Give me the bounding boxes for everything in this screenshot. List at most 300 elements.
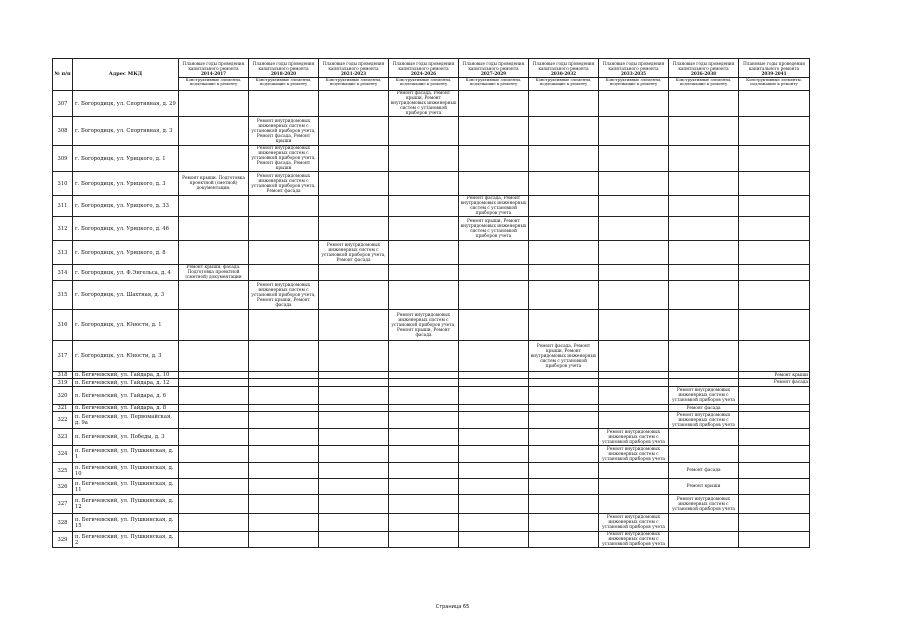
row-number: 312 xyxy=(53,217,73,241)
period-years: 2036-2038 xyxy=(690,71,717,77)
work-cell xyxy=(529,172,599,196)
row-address: г. Богородицк, ул. Урицкого, д. 3 xyxy=(73,172,179,196)
work-cell xyxy=(459,405,529,412)
row-number: 308 xyxy=(53,117,73,146)
work-cell xyxy=(669,446,739,463)
period-years: 2039-2041 xyxy=(761,71,787,77)
work-cell xyxy=(249,405,319,412)
row-address: г. Богородицк, ул. Урицкого, д. 1 xyxy=(73,146,179,172)
header-period-2027-2029 xyxy=(459,59,529,91)
row-address: п. Бегичевский, ул. Гайдара, д. 10 xyxy=(73,372,179,379)
row-number: 326 xyxy=(53,479,73,495)
header-period-2033-2035 xyxy=(599,59,669,91)
row-number: 314 xyxy=(53,265,73,281)
row-address: г. Богородицк, ул. Юности, д. 3 xyxy=(73,341,179,372)
header-period-2036-2038 xyxy=(669,59,739,91)
period-caption: Плановые годы проведения капитального ремонта xyxy=(743,61,805,72)
elements-caption: Конструктивные элементы, подлежащие к ремонту xyxy=(459,77,528,86)
work-cell xyxy=(529,495,599,514)
work-cell xyxy=(389,341,459,372)
work-cell: Ремонт внутридомовых инженерных систем с установкой приборов учета xyxy=(599,446,669,463)
work-cell xyxy=(669,217,739,241)
work-cell xyxy=(739,514,810,532)
work-cell xyxy=(459,281,529,310)
work-cell: Ремонт внутридомовых инженерных систем с установкой приборов учета, Ремонт фасада, Ремонт крыши xyxy=(249,117,319,146)
work-cell xyxy=(669,265,739,281)
table-row xyxy=(53,91,810,117)
work-cell xyxy=(319,172,389,196)
row-number: 311 xyxy=(53,196,73,217)
work-cell: Ремонт внутридомовых инженерных систем с установкой приборов учета, Ремонт крыши, Ремонт фасада xyxy=(249,281,319,310)
row-address: п. Бегичевский, ул. Пушкинская, д. 10 xyxy=(73,463,179,479)
work-cell xyxy=(599,117,669,146)
work-cell: Ремонт внутридомовых инженерных систем с установкой приборов учета xyxy=(599,532,669,548)
work-cell: Ремонт внутридомовых инженерных систем с установкой приборов учета xyxy=(669,412,739,429)
row-address: п. Бегичевский, ул. Победы, д. 3 xyxy=(73,429,179,446)
work-cell xyxy=(319,479,389,495)
work-cell xyxy=(669,341,739,372)
header-period-2018-2020 xyxy=(249,59,319,91)
work-cell xyxy=(249,387,319,405)
work-cell xyxy=(249,532,319,548)
work-cell xyxy=(179,372,249,379)
work-cell xyxy=(389,514,459,532)
work-cell xyxy=(389,265,459,281)
work-cell xyxy=(179,117,249,146)
elements-caption: Конструктивные элементы, подлежащие к ремонту xyxy=(599,77,668,86)
work-cell xyxy=(599,241,669,265)
row-address: г. Богородицк, ул. Спортивная, д. 29 xyxy=(73,91,179,117)
work-cell xyxy=(529,241,599,265)
work-cell xyxy=(739,281,810,310)
row-number: 325 xyxy=(53,463,73,479)
work-cell xyxy=(389,117,459,146)
table-row xyxy=(53,446,810,463)
work-cell xyxy=(249,310,319,341)
work-cell xyxy=(739,172,810,196)
row-number: 320 xyxy=(53,387,73,405)
work-cell xyxy=(459,241,529,265)
work-cell xyxy=(669,196,739,217)
row-address: г. Богородицк, ул. Шахтная, д. 3 xyxy=(73,281,179,310)
work-cell xyxy=(319,379,389,387)
work-cell: Ремонт фасада, Ремонт внутридомовых инженерных систем с установкой приборов учета xyxy=(459,196,529,217)
work-cell: Ремонт крыши, Ремонт внутридомовых инженерных систем с установкой приборов учета xyxy=(459,217,529,241)
work-cell xyxy=(669,146,739,172)
work-cell: Ремонт внутридомовых инженерных систем с установкой приборов учета xyxy=(599,514,669,532)
period-caption: Плановые годы проведения капитального ремонта xyxy=(672,61,735,72)
table-body xyxy=(53,91,810,548)
work-cell xyxy=(319,265,389,281)
work-cell xyxy=(529,446,599,463)
row-number: 316 xyxy=(53,310,73,341)
work-cell: Ремонт внутридомовых инженерных систем с установкой приборов учета, Ремонт фасада xyxy=(249,172,319,196)
work-cell xyxy=(669,241,739,265)
work-cell xyxy=(529,387,599,405)
work-cell xyxy=(459,91,529,117)
period-years: 2014-2017 xyxy=(200,71,227,77)
table-row xyxy=(53,479,810,495)
work-cell xyxy=(459,532,529,548)
elements-caption: Конструктивные элементы, подлежащие к ремонту xyxy=(669,77,738,86)
row-address: п. Бегичевский, ул. Первомайская, д. 9а xyxy=(73,412,179,429)
work-cell xyxy=(179,514,249,532)
row-number: 323 xyxy=(53,429,73,446)
row-address: г. Богородицк, ул. Ф.Энгельса, д. 4 xyxy=(73,265,179,281)
work-cell xyxy=(249,514,319,532)
work-cell xyxy=(529,463,599,479)
work-cell xyxy=(319,495,389,514)
work-cell xyxy=(179,196,249,217)
work-cell xyxy=(179,532,249,548)
work-cell xyxy=(669,429,739,446)
work-cell xyxy=(739,117,810,146)
work-cell: Ремонт крыши, фасада. Подготовка проектной (сметной) документации xyxy=(179,265,249,281)
work-cell xyxy=(669,172,739,196)
work-cell xyxy=(249,429,319,446)
work-cell xyxy=(669,514,739,532)
elements-caption: Конструктивные элементы, подлежащие к ремонту xyxy=(179,77,248,86)
work-cell xyxy=(249,446,319,463)
work-cell xyxy=(599,405,669,412)
table-row xyxy=(53,281,810,310)
work-cell xyxy=(179,412,249,429)
work-cell xyxy=(319,217,389,241)
work-cell xyxy=(739,446,810,463)
row-address: п. Бегичевский, ул. Гайдара, д. 12 xyxy=(73,379,179,387)
work-cell xyxy=(459,372,529,379)
work-cell xyxy=(179,341,249,372)
row-number: 309 xyxy=(53,146,73,172)
work-cell xyxy=(669,91,739,117)
work-cell xyxy=(319,91,389,117)
work-cell xyxy=(739,495,810,514)
work-cell xyxy=(599,372,669,379)
work-cell xyxy=(739,241,810,265)
table-row xyxy=(53,495,810,514)
work-cell xyxy=(389,196,459,217)
table-row xyxy=(53,379,810,387)
work-cell xyxy=(459,463,529,479)
work-cell xyxy=(179,379,249,387)
work-cell xyxy=(389,446,459,463)
work-cell xyxy=(669,310,739,341)
work-cell xyxy=(179,463,249,479)
work-cell xyxy=(389,405,459,412)
work-cell xyxy=(389,479,459,495)
work-cell: Ремонт крыши. Подготовка проектной (сметной) документации. xyxy=(179,172,249,196)
table-row xyxy=(53,463,810,479)
period-years: 2024-2026 xyxy=(410,71,437,77)
work-cell xyxy=(389,241,459,265)
elements-caption: Конструктивные элементы, подлежащие к ремонту xyxy=(529,77,598,86)
period-caption: Плановые годы проведения капитального ремонта xyxy=(532,61,595,72)
period-caption: Плановые годы проведения капитального ремонта xyxy=(462,61,525,72)
row-address: п. Бегичевский, ул. Пушкинская, д. 11 xyxy=(73,479,179,495)
row-number: 315 xyxy=(53,281,73,310)
work-cell xyxy=(319,429,389,446)
work-cell xyxy=(319,463,389,479)
work-cell xyxy=(179,281,249,310)
work-cell xyxy=(459,172,529,196)
work-cell xyxy=(739,532,810,548)
work-cell xyxy=(179,429,249,446)
work-cell xyxy=(319,514,389,532)
work-cell xyxy=(599,265,669,281)
work-cell xyxy=(389,379,459,387)
period-years: 2018-2020 xyxy=(270,71,297,77)
period-years: 2027-2029 xyxy=(480,71,507,77)
work-cell xyxy=(599,379,669,387)
elements-caption: Конструктивные элементы, подлежащие к ремонту xyxy=(319,77,388,86)
table-row xyxy=(53,387,810,405)
work-cell xyxy=(529,379,599,387)
header-period-2030-2032 xyxy=(529,59,599,91)
work-cell xyxy=(179,146,249,172)
header-period-2024-2026 xyxy=(389,59,459,91)
work-cell xyxy=(179,217,249,241)
work-cell xyxy=(179,310,249,341)
row-number: 319 xyxy=(53,379,73,387)
work-cell xyxy=(669,532,739,548)
row-address: г. Богородицк, ул. Урицкого, д. 46 xyxy=(73,217,179,241)
work-cell xyxy=(599,341,669,372)
period-caption: Плановые годы проведения капитального ремонта xyxy=(392,61,455,72)
work-cell xyxy=(389,412,459,429)
work-cell xyxy=(529,146,599,172)
work-cell xyxy=(319,196,389,217)
page-footer: Страница 65 xyxy=(435,604,470,610)
work-cell: Ремонт внутридомовых инженерных систем с установкой приборов учета xyxy=(669,495,739,514)
work-cell xyxy=(389,172,459,196)
work-cell xyxy=(179,387,249,405)
work-cell xyxy=(529,405,599,412)
work-cell xyxy=(389,463,459,479)
work-cell xyxy=(459,146,529,172)
work-cell xyxy=(529,412,599,429)
work-cell xyxy=(739,146,810,172)
header-period-2039-2041 xyxy=(739,59,810,91)
table-header xyxy=(53,59,810,91)
elements-caption: Конструктивные элементы, подлежащие к ремонту xyxy=(249,77,318,86)
work-cell: Ремонт фасада xyxy=(669,463,739,479)
work-cell xyxy=(599,479,669,495)
work-cell xyxy=(319,412,389,429)
work-cell xyxy=(739,265,810,281)
work-cell xyxy=(319,387,389,405)
row-address: п. Бегичевский, ул. Пушкинская, д. 2 xyxy=(73,532,179,548)
work-cell xyxy=(459,387,529,405)
work-cell xyxy=(459,341,529,372)
work-cell: Ремонт внутридомовых инженерных систем с установкой приборов учета xyxy=(669,387,739,405)
table-row xyxy=(53,412,810,429)
work-cell: Ремонт внутридомовых инженерных систем с установкой приборов учета, Ремонт крыши, Ремонт фасада xyxy=(389,310,459,341)
work-cell xyxy=(529,281,599,310)
work-cell xyxy=(179,405,249,412)
work-cell xyxy=(389,429,459,446)
header-address: Адрес МКД xyxy=(73,59,179,91)
table-row xyxy=(53,217,810,241)
work-cell xyxy=(389,281,459,310)
work-cell xyxy=(529,117,599,146)
work-cell xyxy=(319,146,389,172)
work-cell xyxy=(739,341,810,372)
work-cell: Ремонт внутридомовых инженерных систем с установкой приборов учета xyxy=(599,429,669,446)
work-cell xyxy=(669,379,739,387)
work-cell xyxy=(529,372,599,379)
row-address: п. Бегичевский, ул. Пушкинская, д. 12 xyxy=(73,495,179,514)
work-cell xyxy=(599,217,669,241)
row-address: п. Бегичевский, ул. Гайдара, д. 6 xyxy=(73,387,179,405)
work-cell xyxy=(319,341,389,372)
work-cell xyxy=(599,91,669,117)
work-cell: Ремонт крыши xyxy=(669,479,739,495)
table-row xyxy=(53,341,810,372)
table-row xyxy=(53,265,810,281)
table-row xyxy=(53,146,810,172)
work-cell xyxy=(599,495,669,514)
row-address: п. Бегичевский, ул. Пушкинская, д. 15 xyxy=(73,514,179,532)
work-cell xyxy=(599,463,669,479)
work-cell xyxy=(459,446,529,463)
work-cell xyxy=(529,310,599,341)
period-years: 2033-2035 xyxy=(620,71,647,77)
work-cell xyxy=(529,91,599,117)
work-cell xyxy=(179,495,249,514)
period-caption: Плановые годы проведения капитального ремонта xyxy=(252,61,315,72)
work-cell xyxy=(739,412,810,429)
table-row xyxy=(53,532,810,548)
work-cell xyxy=(459,310,529,341)
header-period-2021-2023 xyxy=(319,59,389,91)
work-cell xyxy=(459,479,529,495)
row-address: п. Бегичевский, ул. Гайдара, д. 8 xyxy=(73,405,179,412)
work-cell xyxy=(389,372,459,379)
work-cell xyxy=(599,196,669,217)
work-cell xyxy=(529,265,599,281)
work-cell xyxy=(739,310,810,341)
work-cell: Ремонт крыши xyxy=(739,372,810,379)
work-cell xyxy=(739,463,810,479)
work-cell xyxy=(459,117,529,146)
work-cell xyxy=(249,217,319,241)
work-cell xyxy=(529,532,599,548)
table-row xyxy=(53,117,810,146)
period-years: 2021-2023 xyxy=(340,71,367,77)
work-cell xyxy=(249,341,319,372)
row-number: 321 xyxy=(53,405,73,412)
table-row xyxy=(53,241,810,265)
row-number: 310 xyxy=(53,172,73,196)
work-cell xyxy=(319,405,389,412)
work-cell xyxy=(529,429,599,446)
work-cell xyxy=(249,479,319,495)
work-cell xyxy=(459,514,529,532)
work-cell xyxy=(669,372,739,379)
work-cell xyxy=(459,495,529,514)
work-cell xyxy=(669,117,739,146)
work-cell xyxy=(739,479,810,495)
row-address: г. Богородицк, ул. Спортивная, д. 3 xyxy=(73,117,179,146)
work-cell xyxy=(179,241,249,265)
work-cell xyxy=(669,281,739,310)
work-cell xyxy=(599,310,669,341)
work-cell: Ремонт внутридомовых инженерных систем с установкой приборов учета, Ремонт фасада xyxy=(319,241,389,265)
period-caption: Плановые годы проведения капитального ремонта xyxy=(602,61,665,72)
work-cell: Ремонт фасада xyxy=(669,405,739,412)
work-cell xyxy=(599,172,669,196)
row-number: 324 xyxy=(53,446,73,463)
work-cell xyxy=(319,446,389,463)
row-number: 318 xyxy=(53,372,73,379)
table-row xyxy=(53,172,810,196)
work-cell xyxy=(389,217,459,241)
repair-schedule-table xyxy=(52,58,810,548)
work-cell xyxy=(739,196,810,217)
work-cell xyxy=(249,196,319,217)
work-cell xyxy=(249,265,319,281)
work-cell xyxy=(599,412,669,429)
work-cell xyxy=(319,532,389,548)
work-cell xyxy=(249,372,319,379)
work-cell xyxy=(459,412,529,429)
work-cell xyxy=(389,495,459,514)
row-address: п. Бегичевский, ул. Пушкинская, д. 1 xyxy=(73,446,179,463)
work-cell xyxy=(319,117,389,146)
work-cell: Ремонт внутридомовых инженерных систем с установкой приборов учета, Ремонт фасада, Ремонт крыши xyxy=(249,146,319,172)
work-cell xyxy=(529,217,599,241)
row-number: 307 xyxy=(53,91,73,117)
row-number: 327 xyxy=(53,495,73,514)
work-cell xyxy=(599,281,669,310)
work-cell xyxy=(459,429,529,446)
work-cell xyxy=(529,479,599,495)
row-number: 322 xyxy=(53,412,73,429)
row-number: 313 xyxy=(53,241,73,265)
work-cell xyxy=(459,379,529,387)
work-cell xyxy=(319,310,389,341)
work-cell xyxy=(739,387,810,405)
work-cell xyxy=(249,91,319,117)
work-cell xyxy=(249,379,319,387)
work-cell xyxy=(319,281,389,310)
work-cell: Ремонт фасада, Ремонт крыши, Ремонт внутридомовых инженерных систем с установкой приборов учета xyxy=(389,91,459,117)
row-number: 329 xyxy=(53,532,73,548)
work-cell xyxy=(739,405,810,412)
work-cell xyxy=(739,429,810,446)
work-cell xyxy=(249,412,319,429)
work-cell xyxy=(389,146,459,172)
work-cell xyxy=(529,196,599,217)
table-row xyxy=(53,514,810,532)
header-period-2014-2017 xyxy=(179,59,249,91)
work-cell: Ремонт фасада, Ремонт крыши, Ремонт внутридомовых инженерных систем с установкой приборов учета xyxy=(529,341,599,372)
row-number: 317 xyxy=(53,341,73,372)
work-cell xyxy=(389,532,459,548)
table-row xyxy=(53,372,810,379)
table-row xyxy=(53,310,810,341)
work-cell xyxy=(739,91,810,117)
row-address: г. Богородицк, ул. Урицкого, д. 33 xyxy=(73,196,179,217)
table-row xyxy=(53,196,810,217)
row-number: 328 xyxy=(53,514,73,532)
work-cell xyxy=(179,91,249,117)
work-cell xyxy=(389,387,459,405)
period-caption: Плановые годы проведения капитального ремонта xyxy=(322,61,385,72)
work-cell xyxy=(529,514,599,532)
work-cell: Ремонт фасада xyxy=(739,379,810,387)
table-row xyxy=(53,429,810,446)
